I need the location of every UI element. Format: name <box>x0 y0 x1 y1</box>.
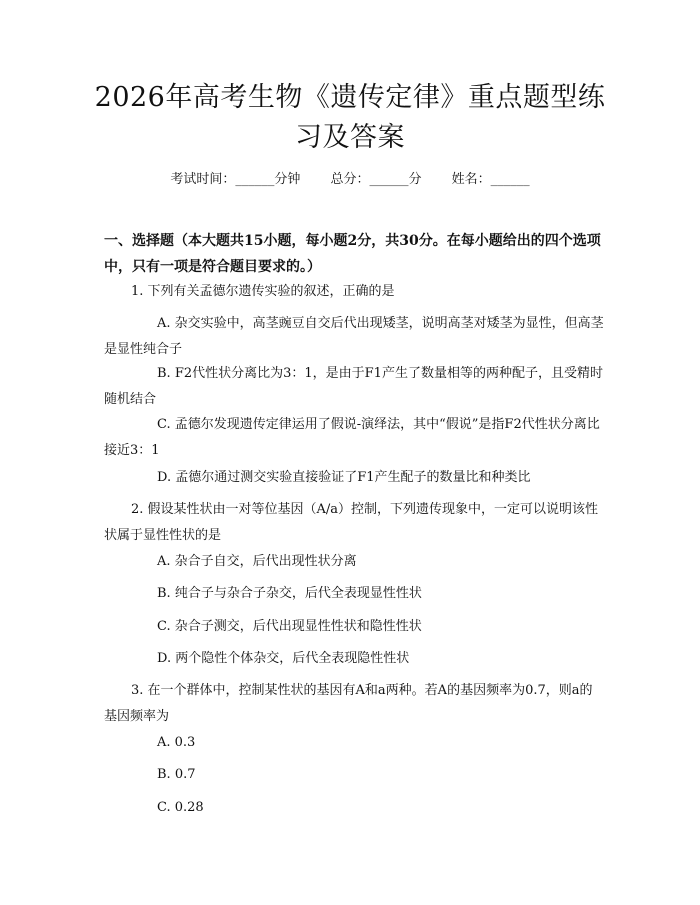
question-stem: 2. 假设某性状由一对等位基因（A/a）控制，下列遗传现象中，一定可以说明该性状属于显性性状的是 <box>104 502 599 543</box>
section-heading: 一、选择题（本大题共15小题，每小题2分，共30分。在每小题给出的四个选项中，只有一项是符合题目要求的。） <box>104 233 601 275</box>
question-stem: 1. 下列有关孟德尔遗传实验的叙述，正确的是 <box>131 284 395 299</box>
question-option: D. 孟德尔通过测交实验直接验证了F1产生配子的数量比和种类比 <box>157 470 531 485</box>
name-field: 姓名：______ <box>451 172 530 187</box>
question-option: D. 两个隐性个体杂交，后代全表现隐性性状 <box>157 651 410 666</box>
question-option: C. 杂合子测交，后代出现显性性状和隐性性状 <box>157 619 422 634</box>
document-title: 2026年高考生物《遗传定律》重点题型练习及答案 <box>94 82 606 153</box>
question-option: B. 0.7 <box>157 767 196 782</box>
question-option: A. 杂交实验中，高茎豌豆自交后代出现矮茎，说明高茎对矮茎为显性，但高茎是显性纯合子 <box>104 316 604 357</box>
total-score-field: 总分：______分 <box>330 172 422 187</box>
question-option: C. 孟德尔发现遗传定律运用了假说-演绎法，其中“假说”是指F2代性状分离比接近3：1 <box>104 417 600 458</box>
question-option: B. F2代性状分离比为3：1，是由于F1产生了数量相等的两种配子，且受精时随机结合 <box>104 366 603 407</box>
exam-info-line <box>0 168 700 187</box>
question-option: A. 杂合子自交，后代出现性状分离 <box>157 554 357 569</box>
exam-time-field: 考试时间：______分钟 <box>170 172 301 187</box>
question-option: A. 0.3 <box>157 735 196 750</box>
question-stem: 3. 在一个群体中，控制某性状的基因有A和a两种。若A的基因频率为0.7，则a的基因频率为 <box>104 683 593 724</box>
question-option: B. 纯合子与杂合子杂交，后代全表现显性性状 <box>157 586 422 601</box>
question-option: C. 0.28 <box>157 800 204 815</box>
